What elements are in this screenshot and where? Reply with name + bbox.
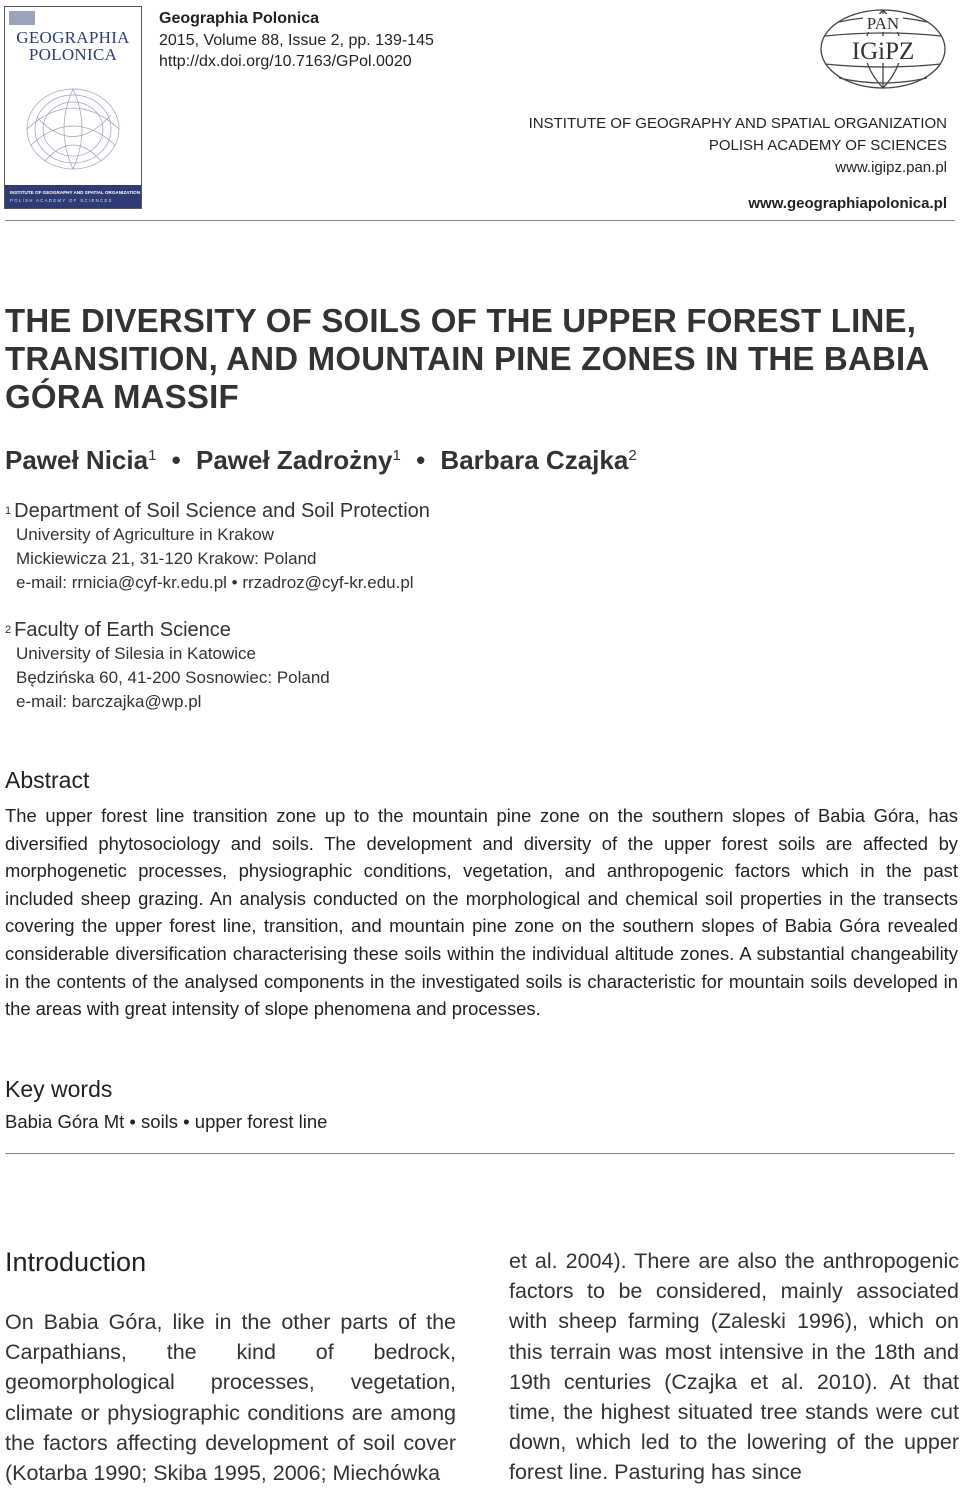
intro-column-1: On Babia Góra, like in the other parts of the Carpathians, the kind of bedrock, geomorphological processes, vegetation, climate or physiographic conditions are among the factors affecting development of soil cover (Kotarba 1990; Skiba 1995, 2006; Miechówka bbox=[5, 1310, 456, 1486]
author-sup: 2 bbox=[628, 447, 637, 464]
affiliation-univ: University of Agriculture in Krakow bbox=[16, 525, 274, 544]
affiliation-sup: 1 bbox=[5, 505, 12, 517]
affiliation-address: Mickiewicza 21, 31-120 Krakow: Poland bbox=[16, 549, 317, 568]
introduction-heading: Introduction bbox=[5, 1247, 147, 1277]
cover-band bbox=[5, 185, 141, 209]
affiliation-sup: 2 bbox=[5, 624, 12, 636]
affiliation-dept: Faculty of Earth Science bbox=[14, 619, 231, 641]
paper-title: THE DIVERSITY OF SOILS OF THE UPPER FOREST LINE, TRANSITION, AND MOUNTAIN PINE ZONES IN THE BABIA GÓRA MASSIF bbox=[5, 302, 929, 415]
cover-title: GEOGRAPHIA POLONICA bbox=[16, 28, 130, 64]
institute-url[interactable]: www.igipz.pan.pl bbox=[835, 159, 947, 176]
author-name: Paweł Nicia bbox=[5, 445, 149, 475]
logo-top-text: PAN bbox=[866, 14, 900, 33]
pan-igipz-logo-icon bbox=[819, 8, 947, 90]
header-divider bbox=[5, 220, 955, 221]
abstract-text: The upper forest line transition zone up to the mountain pine zone on the southern slopes of Babia Góra, has diversified phytosociology and soils. The development and diversity of the upper forest soils are affected by morphogenetic processes, physiographic conditions, vegetation, and anthropogenic factors which in the past included sheep grazing. An analysis conducted on the morphological and chemical soil properties in the transects covering the upper forest line, transition, and mountain pine zone on the southern slopes of Babia Góra revealed considerable diversification characterising these soils within the individual altitude zones. A substantial changeability in the contents of the analysed components in the investigated soils is characteristic for mountain soils developed in the areas with great intensity of slope phenomena and processes. bbox=[5, 805, 958, 1020]
journal-url[interactable]: www.geographiapolonica.pl bbox=[748, 195, 947, 212]
affiliation-address: Będzińska 60, 41-200 Sosnowiec: Poland bbox=[16, 668, 330, 687]
cover-artwork-icon bbox=[15, 77, 133, 177]
cover-band-text: INSTITUTE OF GEOGRAPHY AND SPATIAL ORGANIZATION bbox=[10, 190, 141, 195]
institute-info: INSTITUTE OF GEOGRAPHY AND SPATIAL ORGANIZATION POLISH ACADEMY OF SCIENCES www.igipz.pan.pl bbox=[529, 113, 947, 179]
affiliation-1 bbox=[5, 499, 430, 595]
cover-band-subtext: POLISH ACADEMY OF SCIENCES bbox=[10, 198, 113, 203]
keywords-text: Babia Góra Mt • soils • upper forest line bbox=[5, 1111, 328, 1132]
keywords-divider bbox=[5, 1153, 955, 1154]
author-separator: • bbox=[171, 445, 181, 475]
author-list bbox=[5, 445, 637, 476]
journal-name: Geographia Polonica bbox=[159, 10, 320, 27]
cover-label-mark bbox=[9, 11, 35, 25]
abstract-heading: Abstract bbox=[5, 767, 90, 793]
author-name: Barbara Czajka bbox=[440, 445, 629, 475]
affiliation-2 bbox=[5, 618, 330, 714]
logo-main-text: IGiPZ bbox=[851, 38, 915, 65]
author-name: Paweł Zadrożny bbox=[196, 445, 393, 475]
journal-meta bbox=[159, 8, 434, 73]
keywords-heading: Key words bbox=[5, 1076, 113, 1102]
issue-info: 2015, Volume 88, Issue 2, pp. 139-145 bbox=[159, 31, 434, 49]
affiliation-email[interactable]: e-mail: rrnicia@cyf-kr.edu.pl • rrzadroz@cyf-kr.edu.pl bbox=[16, 573, 414, 592]
affiliation-dept: Department of Soil Science and Soil Protection bbox=[14, 500, 430, 522]
affiliation-email[interactable]: e-mail: barczajka@wp.pl bbox=[16, 692, 202, 711]
journal-cover-thumbnail bbox=[4, 6, 142, 209]
doi-link[interactable]: http://dx.doi.org/10.7163/GPol.0020 bbox=[159, 53, 412, 70]
affiliation-univ: University of Silesia in Katowice bbox=[16, 644, 256, 663]
author-separator: • bbox=[416, 445, 426, 475]
intro-column-2: et al. 2004). There are also the anthropogenic factors to be considered, mainly associated with sheep farming (Zaleski 1996), which on this terrain was most intensive in the 18th and 19th centuries (Czajka et al. 2010). At that time, the highest situated tree stands were cut down, which led to the lowering of the upper forest line. Pasturing has since bbox=[509, 1249, 959, 1485]
author-sup: 1 bbox=[148, 447, 157, 464]
author-sup: 1 bbox=[392, 447, 401, 464]
